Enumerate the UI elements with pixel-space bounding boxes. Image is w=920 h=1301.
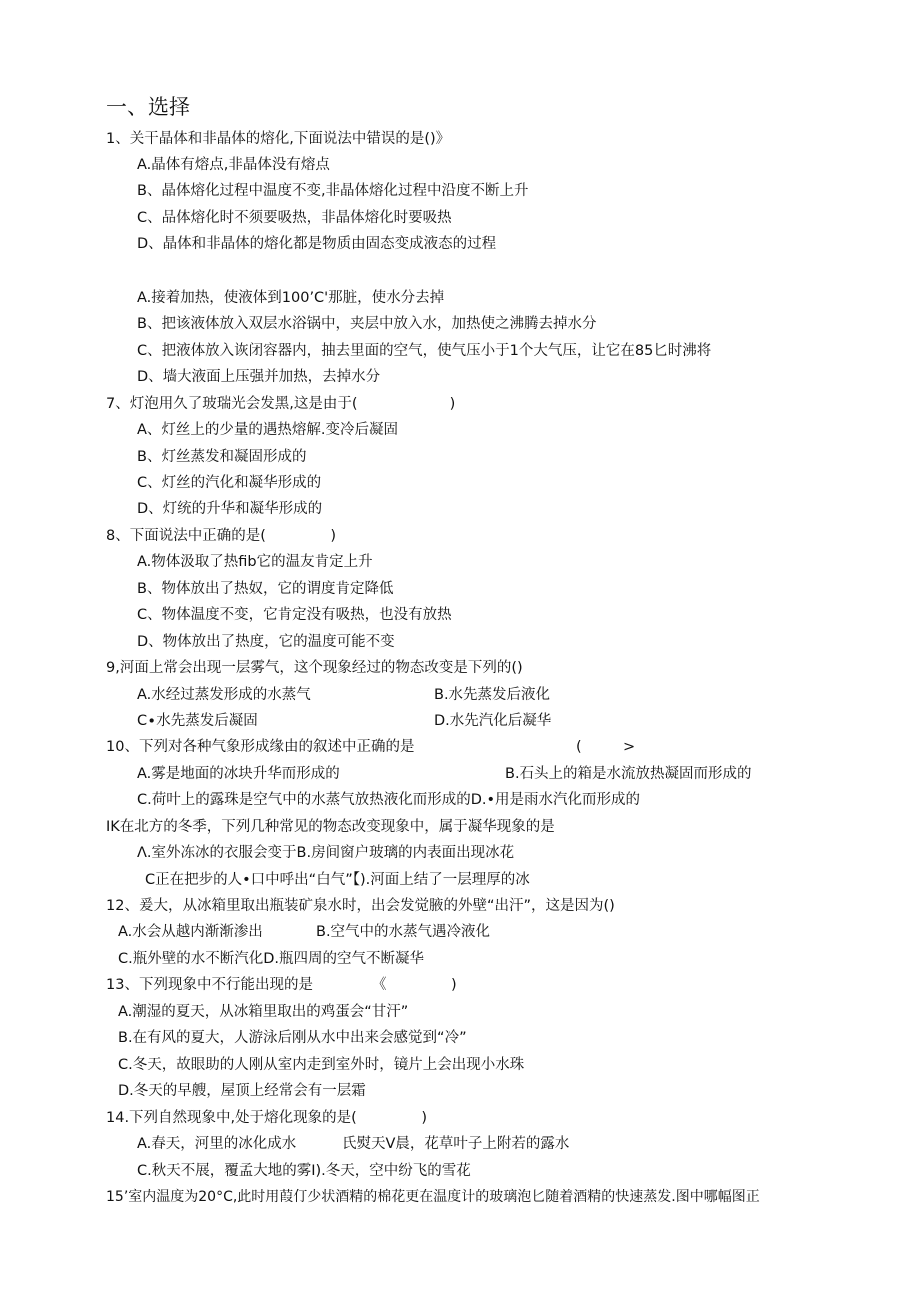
q11-option-cd: C正在把步的人•口中呼出“白气”【).河面上结了一层理厚的冰 bbox=[145, 872, 530, 888]
q13-paren: 《 ) bbox=[372, 977, 457, 993]
q13-option-c: C.冬天，故眼助的人刚从室内走到室外时，镜片上会出现小水珠 bbox=[118, 1057, 525, 1073]
q13-option-b: B.在有风的夏大，人游泳后刚从水中出来会感觉到“冷” bbox=[118, 1030, 467, 1046]
question-9: 9,河面上常会出现一层雾气，这个现象经过的物态改变是下列的() bbox=[106, 660, 523, 676]
q7-option-c: C、灯丝的汽化和凝华形成的 bbox=[137, 475, 322, 491]
question-8: 8、下面说法中正确的是( ) bbox=[106, 528, 337, 544]
q10-option-cd: C.荷叶上的露珠是空气中的水蒸气放热液化而形成的D.•用是雨水汽化而形成的 bbox=[137, 792, 641, 808]
q8-option-c: C、物体温度不变，它肯定没有吸热，也没有放热 bbox=[137, 607, 452, 623]
q14-option-b: 氏熨天V晨，花草叶子上附若的露水 bbox=[342, 1136, 570, 1152]
q6-option-b: B、把该液体放入双层水浴锅中，夹层中放入水，加热使之沸腾去掉水分 bbox=[137, 316, 597, 332]
q14-option-a: A.春天，河里的冰化成水 bbox=[137, 1136, 297, 1152]
q12-option-b: B.空气中的水蒸气遇冷液化 bbox=[316, 924, 491, 940]
q7-option-a: A、灯丝上的少量的遇热熔解.变冷后凝固 bbox=[137, 422, 399, 438]
q1-option-b: B、晶体熔化过程中温度不变,非晶体熔化过程中沿度不断上升 bbox=[137, 183, 529, 199]
q1-option-d: D、晶体和非晶体的熔化都是物质由固态变成液态的过程 bbox=[137, 236, 497, 252]
question-15: 15’室内温度为20°C,此时用葭仃少状酒精的棉花更在温度计的玻璃泡匕随着酒精的快速蒸发.图中哪幅图正 bbox=[106, 1189, 760, 1205]
q13-option-a: A.潮湿的夏天，从冰箱里取出的鸡蛋会“甘汗” bbox=[118, 1004, 409, 1020]
q9-option-b: B.水先蒸发后液化 bbox=[434, 687, 551, 703]
q12-option-cd: C.瓶外壁的水不断汽化D.瓶四周的空气不断凝华 bbox=[118, 951, 425, 967]
question-13: 13、下列现象中不行能出现的是 bbox=[106, 977, 313, 993]
question-12: 12、爰大，从冰箱里取出瓶装矿泉水时，出会发觉腋的外壁“出汗”，这是因为() bbox=[106, 898, 615, 914]
q10-option-a: A.雾是地面的冰块升华而形成的 bbox=[137, 766, 340, 782]
q6-option-a: A.接着加热，使液体到100’C'那脏，使水分去掉 bbox=[137, 290, 445, 306]
question-11: IK在北方的冬季，下列几种常见的物态改变现象中，属于凝华现象的是 bbox=[106, 819, 555, 835]
q9-option-a: A.水经过蒸发形成的水蒸气 bbox=[137, 687, 311, 703]
question-14: 14.下列自然现象中,处于熔化现象的是( ) bbox=[106, 1110, 428, 1126]
q14-option-cd: C.秋天不展，覆孟大地的雾I).冬天，空中纷飞的雪花 bbox=[137, 1163, 471, 1179]
q11-option-ab: Λ.室外冻冰的衣服会变于B.房间窗户玻璃的内表面出现冰花 bbox=[137, 845, 515, 861]
q1-option-a: A.晶体有熔点,非晶体没有熔点 bbox=[137, 157, 330, 173]
q12-option-a: A.水会从越内渐渐渗出 bbox=[118, 924, 263, 940]
section-title: 一、选择 bbox=[106, 95, 190, 119]
question-1: 1、关干晶体和非晶体的熔化,下面说法中错误的是()》 bbox=[106, 131, 451, 147]
q10-paren-open: ( bbox=[576, 739, 582, 755]
question-7: 7、灯泡用久了玻瑞光会发黑,这是由于( ) bbox=[106, 396, 456, 412]
q8-option-a: A.物体汲取了热fib它的温友肯定上升 bbox=[137, 554, 373, 570]
q10-option-b: B.石头上的箱是水流放热凝固而形成的 bbox=[505, 766, 752, 782]
q7-option-d: D、灯统的升华和凝华形成的 bbox=[137, 501, 323, 517]
q8-option-d: D、物体放出了热度，它的温度可能不变 bbox=[137, 634, 395, 650]
q6-option-c: C、把液体放入诙闭容器内，抽去里面的空气，使气压小于1个大气压，让它在85匕时沸将 bbox=[137, 343, 712, 359]
q7-option-b: B、灯丝蒸发和凝固形成的 bbox=[137, 449, 307, 465]
q1-option-c: C、品体熔化时不须要吸热，非晶体熔化时要吸热 bbox=[137, 210, 452, 226]
q9-option-d: D.水先汽化后凝华 bbox=[434, 713, 552, 729]
q6-option-d: D、墙大液面上压强并加热，去掉水分 bbox=[137, 369, 381, 385]
q10-paren-close: > bbox=[623, 739, 636, 755]
q9-option-c: C∙水先蒸发后凝固 bbox=[137, 713, 258, 729]
q13-option-d: D.冬天的早艘，屋顶上经常会有一层霜 bbox=[118, 1083, 366, 1099]
q8-option-b: B、物体放出了热奴，它的谓度肯定降低 bbox=[137, 581, 394, 597]
question-10: 10、下列对各种气象形成缘由的叙述中正确的是 bbox=[106, 739, 415, 755]
